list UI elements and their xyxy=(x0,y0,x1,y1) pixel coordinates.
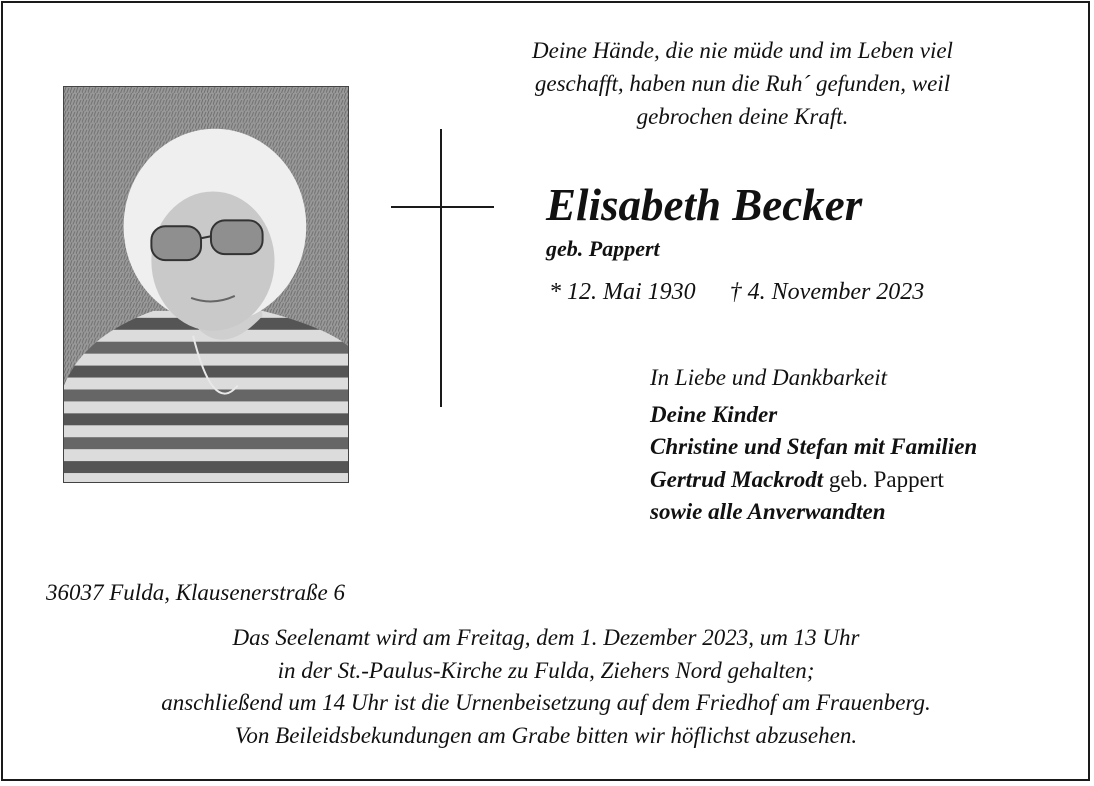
service-line: Das Seelenamt wird am Freitag, dem 1. Dezember 2023, um 13 Uhr xyxy=(232,625,860,650)
mourners-block xyxy=(650,362,977,529)
mourner-line: Deine Kinder xyxy=(650,401,778,427)
service-line: Von Beileidsbekundungen am Grabe bitten wir höflichst abzusehen. xyxy=(234,722,858,748)
mourner-line: Christine und Stefan mit Familien xyxy=(650,434,978,459)
address: 36037 Fulda, Klausenerstraße 6 xyxy=(46,580,345,605)
memorial-verse xyxy=(470,34,1015,133)
deceased-name: Elisabeth Becker xyxy=(546,180,863,230)
mourners-intro: In Liebe und Dankbarkeit xyxy=(650,365,887,390)
service-line: in der St.-Paulus-Kirche zu Fulda, Ziehers Nord gehalten; xyxy=(277,657,815,683)
cross-icon xyxy=(440,129,442,407)
birth-date: * 12. Mai 1930 xyxy=(549,279,696,305)
service-info xyxy=(46,622,1046,752)
death-date: † 4. November 2023 xyxy=(729,279,925,305)
verse-line: geschafft, haben nun die Ruh´ gefunden, weil xyxy=(534,71,951,96)
life-dates xyxy=(549,279,924,306)
mourner-line: sowie alle Anverwandten xyxy=(650,499,886,524)
mourner-line xyxy=(650,464,977,497)
maiden-name: geb. Pappert xyxy=(546,236,660,261)
mourner-maiden: geb. Pappert xyxy=(823,466,944,492)
portrait-photo-icon xyxy=(64,87,348,482)
service-line: anschließend um 14 Uhr ist die Urnenbeisetzung auf dem Friedhof am Frauenberg. xyxy=(161,690,931,715)
verse-line: gebrochen deine Kraft. xyxy=(636,104,849,129)
mourner-name: Gertrud Mackrodt xyxy=(650,466,824,492)
cross-bar xyxy=(391,206,494,208)
verse-line: Deine Hände, die nie müde und im Leben viel xyxy=(532,38,953,63)
portrait-photo xyxy=(63,86,349,483)
